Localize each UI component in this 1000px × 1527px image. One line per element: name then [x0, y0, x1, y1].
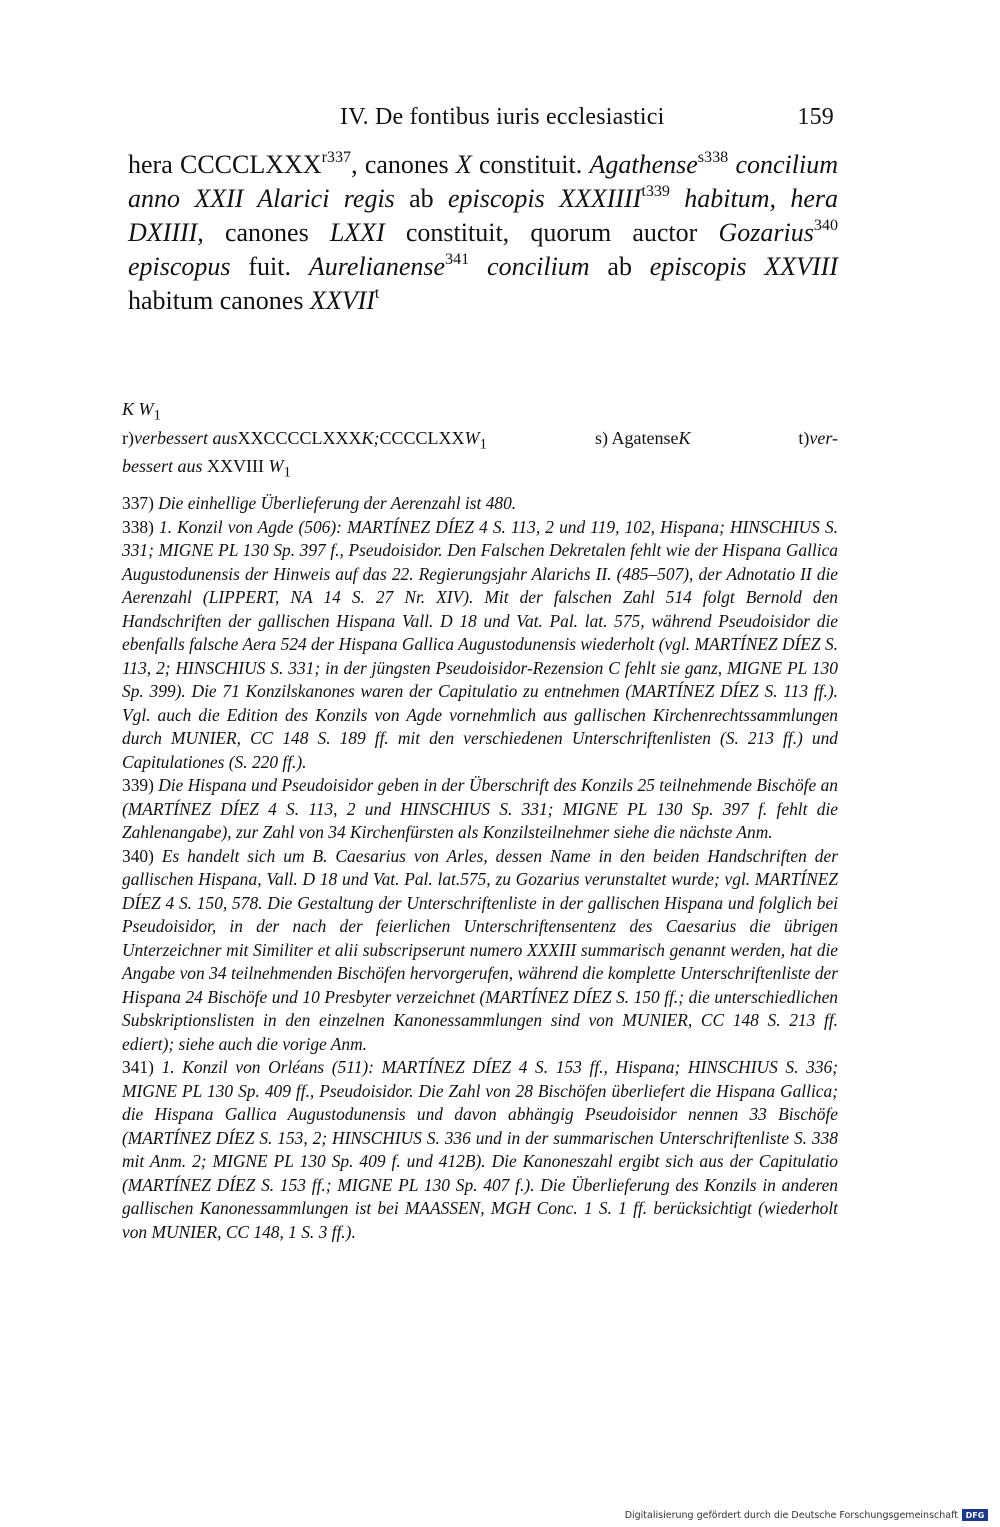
apparatus-label: t) — [798, 427, 810, 448]
apparatus-italic: W — [268, 456, 284, 477]
footnote-340 — [122, 845, 838, 1057]
main-text-run: hera CCCCLXXX — [128, 150, 322, 179]
footnote-text: Die einhellige Überlieferung der Aerenzahl ist 480. — [158, 493, 517, 513]
main-text-italic: concilium — [469, 252, 590, 281]
footnote-number: 340) — [122, 845, 154, 866]
footnote-text: Es handelt sich um B. Caesarius von Arles, dessen Name in den beiden Handschriften der gallischen Hispana, Vall. D 18 und Vat. Pal. lat.575, zu Gozarius verunstaltet wurde; vgl. MARTÍNEZ DÍEZ 4 S. 150, 578. Die Gestaltung der Unterschriftenliste in der gallischen Hispana und folglich bei Pseudoisidor, in der nach der feierlichen Unterschriftensentenz des Caesarius die übrigen Unterzeichner mit Similiter et alii subscripserunt numero XXXIII summarisch genannt werden, hat die Angabe von 34 teilnehmenden Bischöfen hervorgerufen, während die komplette Unterschriftenliste der Hispana 24 Bischöfe und 10 Presbyter verzeichnet (MARTÍNEZ DÍEZ S. 150 ff.; die unterschiedlichen Subskriptionslisten in den einzelnen Kanonessammlungen sind von MUNIER, CC 148 S. 213 ff. ediert); siehe auch die vorige Anm. — [122, 845, 838, 1054]
main-text-italic: Agathense — [589, 150, 698, 179]
apparatus-italic: verbessert aus — [134, 427, 238, 448]
footnote-ref: s338 — [697, 148, 729, 166]
footnotes — [122, 492, 838, 1244]
footnote-text: 1. Konzil von Agde (506): MARTÍNEZ DÍEZ 4 S. 113, 2 und 119, 102, Hispana; HINSCHIUS S. 331; MIGNE PL 130 Sp. 397 f., Pseudoisidor. Den Falschen Dekretalen fehlt wie der Hispana Gallica Augustodunensis der Hinweis auf das 22. Regierungsjahr Alarichs II. (485–507), der Adnotatio II die Aerenzahl (LIPPERT, NA 14 S. 27 Nr. XIV). Mit der falschen Zahl 514 folgt Bernold den Handschriften der gallischen Hispana Vall. D 18 und Vat. Pal. lat. 575, während Pseudoisidor die ebenfalls falsche Aera 524 der Hispana Gallica Augustodunensis wiederholt (vgl. MARTÍNEZ DÍEZ S. 113, 2; HINSCHIUS S. 331; in der jüngsten Pseudoisidor-Rezension C fehlt sie ganz, MIGNE PL 130 Sp. 399). Die 71 Konzilskanones waren der Capitulatio zu entnehmen (MARTÍNEZ DÍEZ S. 113 ff.). Vgl. auch die Edition des Konzils von Agde vornehmlich aus gallischen Kirchenrechtssammlungen durch MUNIER, CC 148 S. 189 ff. mit den verschiedenen Unterschriftenlisten (S. 213 ff.) und Capitulationes (S. 220 ff.). — [122, 516, 838, 772]
footnote-ref: r337 — [321, 148, 352, 166]
critical-apparatus — [122, 398, 838, 484]
footnote-ref: 341 — [445, 250, 470, 268]
apparatus-label: r) — [122, 427, 134, 448]
apparatus-entry-t — [798, 427, 838, 456]
footnote-339 — [122, 774, 838, 845]
dfg-logo-icon: DFG — [962, 1509, 988, 1521]
digitization-credit — [608, 1508, 988, 1522]
footnote-338 — [122, 516, 838, 775]
main-text-run: constituit. — [471, 150, 590, 179]
apparatus-row — [122, 427, 838, 456]
main-text-italic: concilium anno XXII Alarici regis — [128, 150, 838, 213]
main-text — [128, 148, 838, 318]
apparatus-subscript: 1 — [153, 407, 161, 424]
main-text-run: habitum canones — [128, 286, 310, 315]
apparatus-italic: K; — [361, 427, 380, 448]
footnote-337 — [122, 492, 838, 516]
main-text-italic: LXXI — [329, 218, 385, 247]
footnote-number: 341) — [122, 1057, 154, 1077]
main-text-run: , canones — [351, 150, 456, 179]
footnote-number: 339) — [122, 775, 154, 795]
header-title: IV. De fontibus iuris ecclesiastici — [340, 104, 665, 130]
digitization-credit-text: Digitalisierung gefördert durch die Deutsche Forschungsgemeinschaft — [624, 1509, 958, 1521]
main-text-run: constituit, quorum auctor — [384, 218, 719, 247]
apparatus-entry-s — [595, 427, 691, 456]
page-number: 159 — [797, 104, 834, 130]
apparatus-subscript: 1 — [479, 436, 488, 453]
main-text-run: ab — [589, 252, 650, 281]
footnote-ref: t339 — [641, 182, 670, 200]
main-text-italic: XXVII — [309, 286, 375, 315]
apparatus-entry-r — [122, 427, 487, 456]
running-header — [340, 104, 834, 140]
apparatus-italic: bessert aus — [122, 456, 203, 477]
apparatus-text: XXVIII — [202, 456, 269, 477]
apparatus-siglum: K W — [122, 399, 154, 419]
apparatus-siglum-line — [122, 398, 838, 427]
main-text-italic: Aurelianense — [308, 252, 446, 281]
apparatus-text: CCCCLXX — [379, 427, 465, 448]
main-text-italic: episcopis XXVIII — [649, 252, 838, 281]
main-text-run: canones — [203, 218, 330, 247]
main-text-run: fuit. — [230, 252, 309, 281]
apparatus-text: XXCCCCLXXX — [237, 427, 362, 448]
footnote-text: 1. Konzil von Orléans (511): MARTÍNEZ DÍEZ 4 S. 153 ff., Hispana; HINSCHIUS S. 336; MIGNE PL 130 Sp. 409 ff., Pseudoisidor. Die Zahl von 28 Bischöfen überliefert die Hispana Gallica; die Hispana Gallica Augustodunensis und davon abhängig Pseudoisidor nennen 33 Bischöfe (MARTÍNEZ DÍEZ S. 153, 2; HINSCHIUS S. 336 und in der summarischen Unterschriftenliste S. 338 mit Anm. 2; MIGNE PL 130 Sp. 409 f. und 412B). Die Kanoneszahl ergibt sich aus der Capitulatio (MARTÍNEZ DÍEZ S. 153 ff.; MIGNE PL 130 Sp. 407 f.). Die Überlieferung des Konzils in anderen gallischen Kanonessammlungen ist bei MAASSEN, MGH Conc. 1 S. 1 ff. berücksichtigt (wiederholt von MUNIER, CC 148, 1 S. 3 ff.). — [122, 1057, 838, 1242]
footnote-ref: t — [374, 284, 380, 302]
footnote-ref: 340 — [813, 216, 838, 234]
footnote-341 — [122, 1056, 838, 1244]
apparatus-italic: W — [464, 427, 480, 448]
apparatus-label: s) Agatense — [594, 427, 679, 448]
main-text-italic: habitum, hera DXIIII, — [128, 184, 838, 247]
footnote-text: Die Hispana und Pseudoisidor geben in der Überschrift des Konzils 25 teilnehmende Bischöfe an (MARTÍNEZ DÍEZ 4 S. 113, 2 und HINSCHIUS S. 331; MIGNE PL 130 Sp. 397 f. fehlt die Zahlenangabe), zur Zahl von 34 Kirchenfürsten als Konzilsteilnehmer siehe die nächste Anm. — [122, 775, 838, 842]
apparatus-italic: K — [678, 427, 691, 448]
footnote-number: 338) — [122, 516, 154, 537]
footnote-number: 337) — [122, 493, 154, 513]
apparatus-continuation — [122, 455, 838, 484]
main-text-italic: Gozarius — [718, 218, 814, 247]
main-text-italic: episcopis XXXIIII — [447, 184, 642, 213]
apparatus-italic: ver- — [809, 427, 838, 448]
main-text-run: ab — [394, 184, 448, 213]
apparatus-subscript: 1 — [283, 464, 291, 481]
main-text-italic: episcopus — [128, 252, 231, 281]
main-text-italic: X — [455, 150, 472, 179]
